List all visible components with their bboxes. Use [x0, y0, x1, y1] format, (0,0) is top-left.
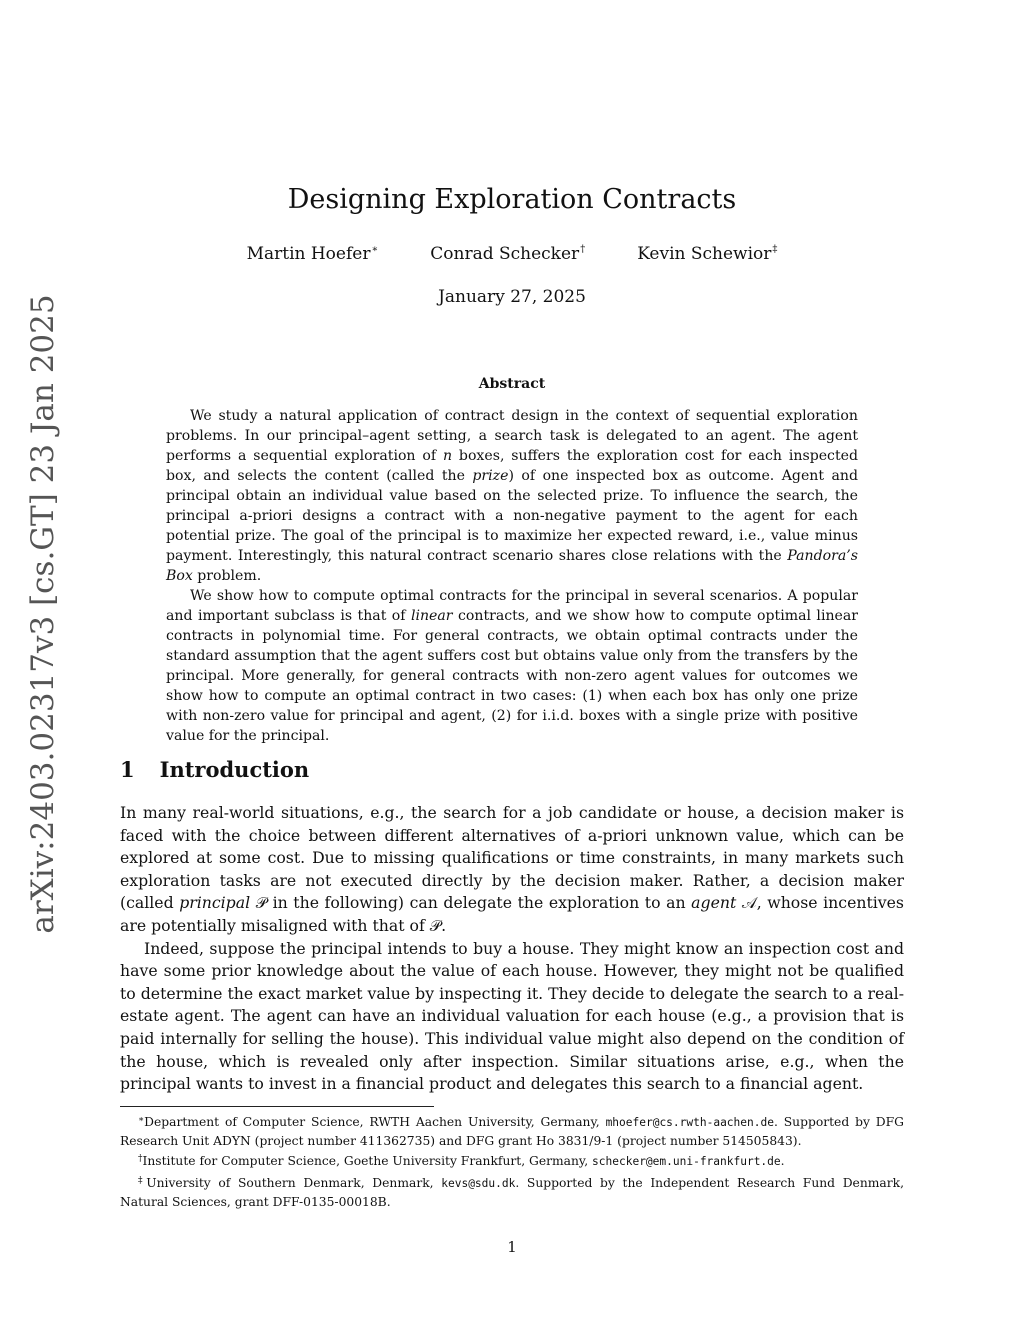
footnote-schewior: ‡University of Southern Denmark, Denmark, kevs@sdu.dk. Supported by the Independent Research Fund Denmark, Natural Sciences, grant DFF-0135-00018B.: [120, 1175, 904, 1209]
intro-paragraph: In many real-world situations, e.g., the search for a job candidate or house, a decision maker is faced with the choice between different alternatives of a-priori unknown value, which can be explored at some cost. Due to missing qualifications or time constraints, in many markets such exploration tasks are not executed directly by the decision maker. Rather, a decision maker (called principal 𝒫 in the following) can delegate the exploration to an agent 𝒜, whose incentives are potentially misaligned with that of 𝒫.: [120, 803, 904, 935]
paper-date: January 27, 2025: [438, 287, 586, 307]
abstract-heading: Abstract: [478, 376, 546, 392]
author-hoefer: [247, 244, 379, 264]
author-name: Conrad Schecker: [430, 244, 580, 264]
abstract-body: [166, 406, 858, 746]
page-number: 1: [507, 1238, 517, 1256]
author-footnote-mark: ‡: [772, 244, 778, 255]
author-name: Martin Hoefer: [246, 244, 371, 264]
author-name: Kevin Schewior: [637, 244, 772, 264]
footnotes: [120, 1111, 904, 1211]
section-heading-introduction: [120, 757, 309, 782]
author-list: [0, 244, 1024, 264]
email-link[interactable]: schecker@em.uni-frankfurt.de: [592, 1155, 781, 1169]
introduction-body: [120, 802, 904, 1096]
email-link[interactable]: mhoefer@cs.rwth-aachen.de: [605, 1116, 774, 1129]
arxiv-margin-stamp: arXiv:2403.02317v3 [cs.GT] 23 Jan 2025: [25, 294, 61, 934]
section-title: Introduction: [159, 757, 310, 782]
footnote-divider: [120, 1106, 434, 1107]
footnote-schecker: †Institute for Computer Science, Goethe University Frankfurt, Germany, schecker@em.uni-frankfurt.de.: [138, 1154, 785, 1169]
author-footnote-mark: ∗: [371, 244, 379, 255]
author-schewior: [637, 244, 777, 264]
section-number: 1: [120, 757, 135, 782]
abstract-paragraph: We show how to compute optimal contracts for the principal in several scenarios. A popular and important subclass is that of linear contracts, and we show how to compute optimal linear contracts in polynomial time. For general contracts, we obtain optimal contracts under the standard assumption that the agent suffers cost but obtains value only from the transfers by the principal. More generally, for general contracts with non-zero agent values for outcomes we show how to compute an optimal contract in two cases: (1) when each box has only one prize with non-zero value for principal and agent, (2) for i.i.d. boxes with a single prize with positive value for the principal.: [166, 588, 859, 744]
footnote-hoefer: ∗Department of Computer Science, RWTH Aachen University, Germany, mhoefer@cs.rwth-aachen.de. Supported by DFG Research Unit ADYN (project number 411362735) and DFG grant Ho 3831/9-1 (project number 514505843).: [120, 1115, 904, 1149]
author-footnote-mark: †: [580, 244, 586, 255]
author-schecker: [430, 244, 585, 264]
email-link[interactable]: kevs@sdu.dk: [441, 1176, 516, 1190]
paper-title: Designing Exploration Contracts: [287, 184, 737, 215]
intro-paragraph: Indeed, suppose the principal intends to buy a house. They might know an inspection cost and have some prior knowledge about the value of each house. However, they might not be qualified to determine the exact market value by inspecting it. They decide to delegate the search to a real-estate agent. The agent can have an individual valuation for each house (e.g., a provision that is paid internally for selling the house). This individual value might also depend on the condition of the house, which is revealed only after inspection. Similar situations arise, e.g., when the principal wants to invest in a financial product and delegates this search to a financial agent.: [120, 938, 904, 1094]
abstract-paragraph: We study a natural application of contract design in the context of sequential exploration problems. In our principal–agent setting, a search task is delegated to an agent. The agent performs a sequential exploration of n boxes, suffers the exploration cost for each inspected box, and selects the content (called the prize) of one inspected box as outcome. Agent and principal obtain an individual value based on the selected prize. To influence the search, the principal a-priori designs a contract with a non-negative payment to the agent for each potential prize. The goal of the principal is to maximize her expected reward, i.e., value minus payment. Interestingly, this natural contract scenario shares close relations with the Pandora’s Box problem.: [166, 408, 858, 584]
